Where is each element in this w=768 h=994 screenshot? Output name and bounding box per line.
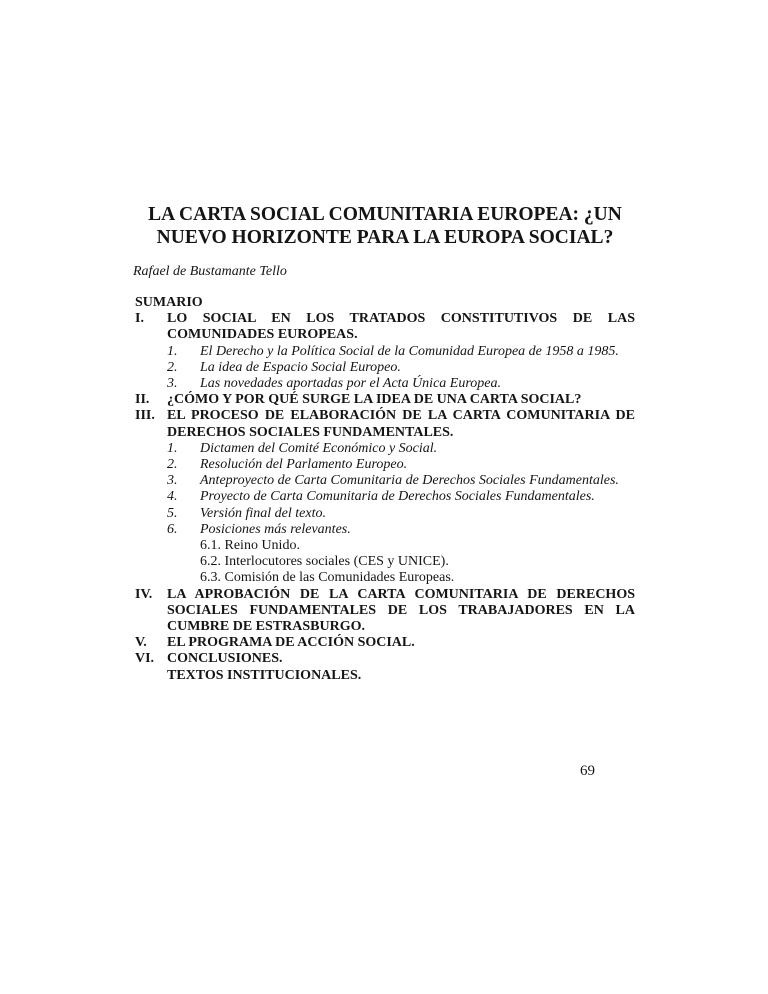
summary-section-texts: TEXTOS INSTITUCIONALES. (167, 667, 362, 683)
summary-subsection (135, 457, 635, 473)
page-number: 69 (580, 763, 595, 779)
summary (135, 295, 635, 684)
section-text: CONCLUSIONES. (167, 651, 283, 667)
subsection-text: Resolución del Parlamento Europeo. (200, 457, 408, 473)
summary-section-2 (135, 392, 635, 408)
summary-section-6 (135, 651, 635, 667)
summary-heading: SUMARIO (135, 295, 203, 310)
section-text: EL PROCESO DE ELABORACIÓN DE LA CARTA COMUNITARIA DE DERECHOS SOCIALES FUNDAMENTALES. (167, 408, 635, 440)
subsection-text: El Derecho y la Política Social de la Comunidad Europea de 1958 a 1985. (200, 343, 619, 359)
subsection-text: Anteproyecto de Carta Comunitaria de Derechos Sociales Fundamentales. (200, 473, 619, 489)
section-number: V. (135, 635, 147, 651)
subsection-text: Las novedades aportadas por el Acta Única Europea. (200, 376, 501, 392)
section-number: IV. (135, 586, 153, 602)
summary-section-1 (135, 311, 635, 343)
subsection-text: Dictamen del Comité Económico y Social. (200, 440, 438, 456)
summary-subsubsection: 6.1. Reino Unido. (200, 538, 300, 554)
section-text: ¿CÓMO Y POR QUÉ SURGE LA IDEA DE UNA CARTA SOCIAL? (167, 392, 582, 408)
summary-subsection (135, 489, 635, 505)
summary-subsubsection: 6.2. Interlocutores sociales (CES y UNICE). (200, 554, 449, 570)
author-name: Rafael de Bustamante Tello (133, 264, 287, 279)
section-number: VI. (135, 651, 155, 667)
summary-subsection (135, 344, 635, 360)
summary-subsection (135, 441, 635, 457)
section-number: I. (135, 311, 144, 327)
summary-section-4 (135, 587, 635, 636)
section-number: III. (135, 408, 155, 424)
summary-subsection (135, 360, 635, 376)
subsection-number: 4. (167, 489, 178, 505)
subsection-number: 3. (167, 473, 178, 489)
subsection-number: 3. (167, 376, 178, 392)
summary-section-3 (135, 408, 635, 440)
section-text: LO SOCIAL EN LOS TRATADOS CONSTITUTIVOS DE LAS COMUNIDADES EUROPEAS. (167, 311, 635, 343)
summary-subsection (135, 506, 635, 522)
section-text: EL PROGRAMA DE ACCIÓN SOCIAL. (167, 635, 415, 651)
subsection-text: Versión final del texto. (200, 505, 326, 521)
subsection-number: 2. (167, 359, 178, 375)
summary-subsection (135, 473, 635, 489)
summary-section-5 (135, 635, 635, 651)
subsection-number: 1. (167, 440, 178, 456)
subsection-text: Proyecto de Carta Comunitaria de Derechos Sociales Fundamentales. (200, 489, 595, 505)
section-text: LA APROBACIÓN DE LA CARTA COMUNITARIA DE DERECHOS SOCIALES FUNDAMENTALES DE LOS TRABAJADORES EN LA CUMBRE DE ESTRASBURGO. (167, 586, 635, 635)
summary-subsection (135, 376, 635, 392)
subsection-number: 6. (167, 521, 178, 537)
summary-subsubsection: 6.3. Comisión de las Comunidades Europeas. (200, 570, 455, 586)
subsection-number: 2. (167, 457, 178, 473)
article-title: LA CARTA SOCIAL COMUNITARIA EUROPEA: ¿UN NUEVO HORIZONTE PARA LA EUROPA SOCIAL? (148, 204, 622, 248)
subsection-text: Posiciones más relevantes. (200, 521, 351, 537)
subsection-number: 1. (167, 343, 178, 359)
subsection-number: 5. (167, 505, 178, 521)
summary-subsection (135, 522, 635, 538)
section-number: II. (135, 392, 150, 408)
subsection-text: La idea de Espacio Social Europeo. (200, 359, 401, 375)
